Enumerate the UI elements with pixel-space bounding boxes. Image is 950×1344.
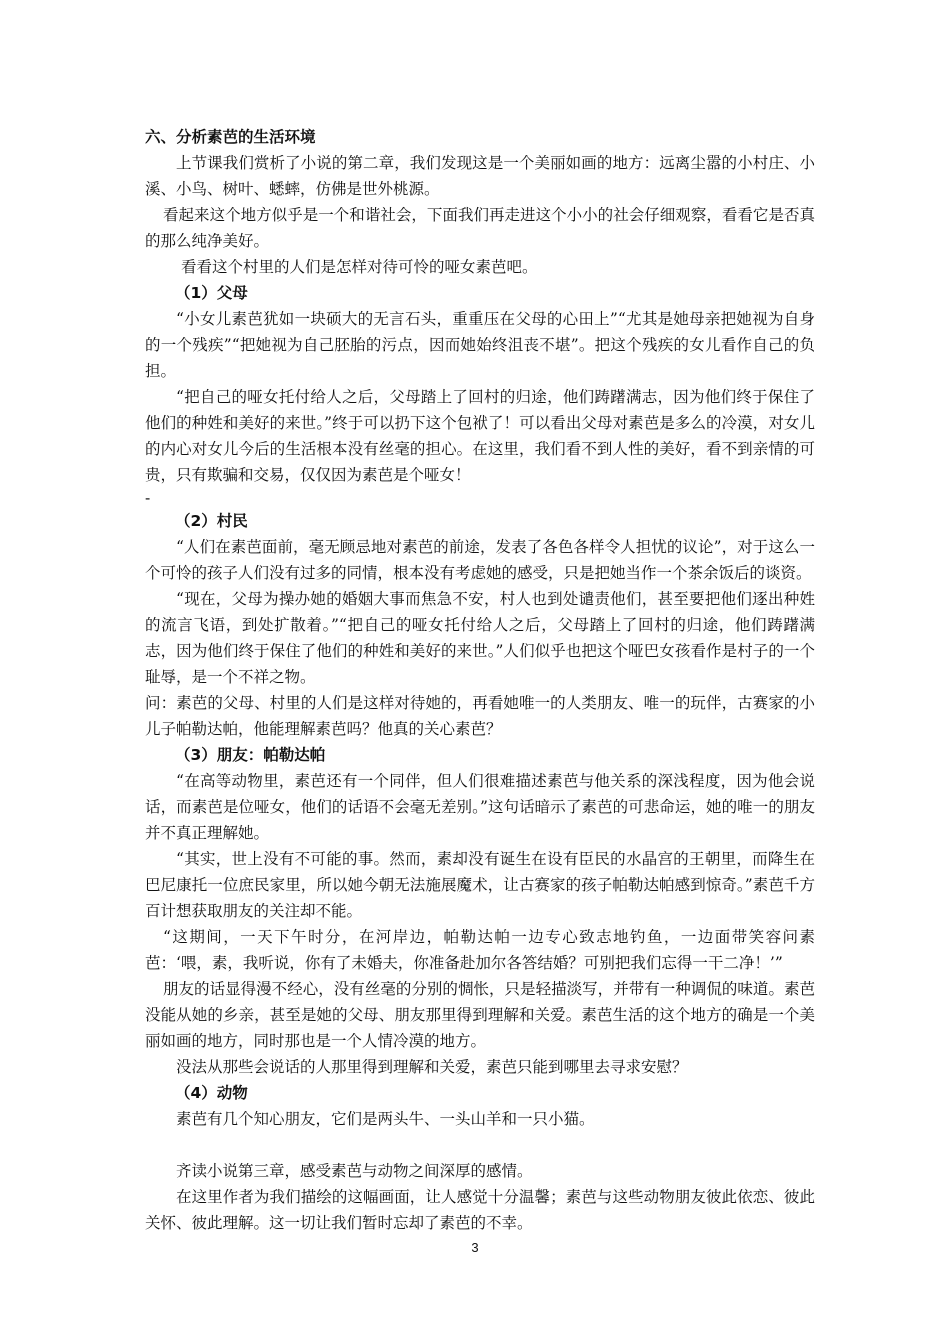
intro-paragraph-3: 看看这个村里的人们是怎样对待可怜的哑女素芭吧。 (181, 258, 538, 276)
friend-paragraph-1: “在高等动物里，素芭还有一个同伴，但人们很难描述素芭与他关系的深浅程度，因为他会说话，而素芭是位哑女，他们的话语不会毫无差别。”这句话暗示了素芭的可悲命运，她的唯一的朋友并不真正理解她。 (145, 772, 815, 842)
villagers-paragraph-2: “现在，父母为操办她的婚姻大事而焦急不安，村人也到处谴责他们，甚至要把他们逐出种姓的流言飞语，到处扩散着。”“把自己的哑女托付给人之后，父母踏上了回村的归途，他们踌躇满志，因为他们终于保住了他们的种姓和美好的来世。”人们似乎也把这个哑巴女孩看作是村子的一个耻辱，是一个不祥之物。 (145, 590, 815, 686)
separator-dash: - (145, 489, 151, 507)
section-title: 六、分析素芭的生活环境 (145, 128, 316, 146)
animals-paragraph-2: 齐读小说第三章，感受素芭与动物之间深厚的感情。 (176, 1162, 533, 1180)
animals-paragraph-3: 在这里作者为我们描绘的这幅画面，让人感觉十分温馨；素芭与这些动物朋友彼此依恋、彼此关怀、彼此理解。这一切让我们暂时忘却了素芭的不幸。 (145, 1188, 815, 1232)
parents-paragraph-2: “把自己的哑女托付给人之后，父母踏上了回村的归途，他们踌躇满志，因为他们终于保住了他们的种姓和美好的来世。”终于可以扔下这个包袱了！可以看出父母对素芭是多么的冷漠，对女儿的内心对女儿今后的生活根本没有丝毫的担心。在这里，我们看不到人性的美好，看不到亲情的可贵，只有欺骗和交易，仅仅因为素芭是个哑女！ (145, 388, 815, 484)
blank-line (145, 1132, 815, 1158)
friend-heading: （3）朋友：帕勒达帕 (175, 746, 326, 764)
parents-paragraph-1: “小女儿素芭犹如一块硕大的无言石头，重重压在父母的心田上”“尤其是她母亲把她视为自身的一个残疾”“把她视为自己胚胎的污点，因而她始终沮丧不堪”。把这个残疾的女儿看作自己的负担。 (145, 310, 815, 380)
page-number: 3 (471, 1240, 479, 1255)
friend-paragraph-4: 朋友的话显得漫不经心，没有丝毫的分别的惆怅，只是轻描淡写，并带有一种调侃的味道。素芭没能从她的乡亲，甚至是她的父母、朋友那里得到理解和关爱。素芭生活的这个地方的确是一个美丽如画的地方，同时那也是一个人情冷漠的地方。 (145, 980, 815, 1050)
villagers-heading: （2）村民 (175, 512, 248, 530)
intro-paragraph-2: 看起来这个地方似乎是一个和谐社会，下面我们再走进这个小小的社会仔细观察，看看它是否真的那么纯净美好。 (145, 206, 815, 250)
villagers-question: 问：素芭的父母、村里的人们是这样对待她的，再看她唯一的人类朋友、唯一的玩伴，古赛家的小儿子帕勒达帕，他能理解素芭吗？他真的关心素芭？ (145, 694, 815, 738)
friend-paragraph-2: “其实，世上没有不可能的事。然而，素却没有诞生在设有臣民的水晶宫的王朝里，而降生在巴尼康托一位庶民家里，所以她今朝无法施展魔术，让古赛家的孩子帕勒达帕感到惊奇。”素芭千方百计想获取朋友的关注却不能。 (145, 850, 815, 920)
document-body (145, 124, 815, 1236)
animals-heading: （4）动物 (175, 1084, 248, 1102)
parents-heading: （1）父母 (175, 284, 248, 302)
intro-paragraph-1: 上节课我们赏析了小说的第二章，我们发现这是一个美丽如画的地方：远离尘嚣的小村庄、小溪、小鸟、树叶、蟋蟀，仿佛是世外桃源。 (145, 154, 815, 198)
villagers-paragraph-1: “人们在素芭面前，毫无顾忌地对素芭的前途，发表了各色各样令人担忧的议论”，对于这么一个可怜的孩子人们没有过多的同情，根本没有考虑她的感受，只是把她当作一个茶余饭后的谈资。 (145, 538, 815, 582)
friend-paragraph-3: “这期间，一天下午时分，在河岸边，帕勒达帕一边专心致志地钓鱼，一边面带笑容问素芭：‘喂，素，我听说，你有了未婚夫，你准备赴加尔各答结婚？可别把我们忘得一干二净！’” (145, 928, 815, 972)
friend-paragraph-5: 没法从那些会说话的人那里得到理解和关爱，素芭只能到哪里去寻求安慰？ (176, 1058, 688, 1076)
animals-paragraph-1: 素芭有几个知心朋友，它们是两头牛、一头山羊和一只小猫。 (176, 1110, 595, 1128)
